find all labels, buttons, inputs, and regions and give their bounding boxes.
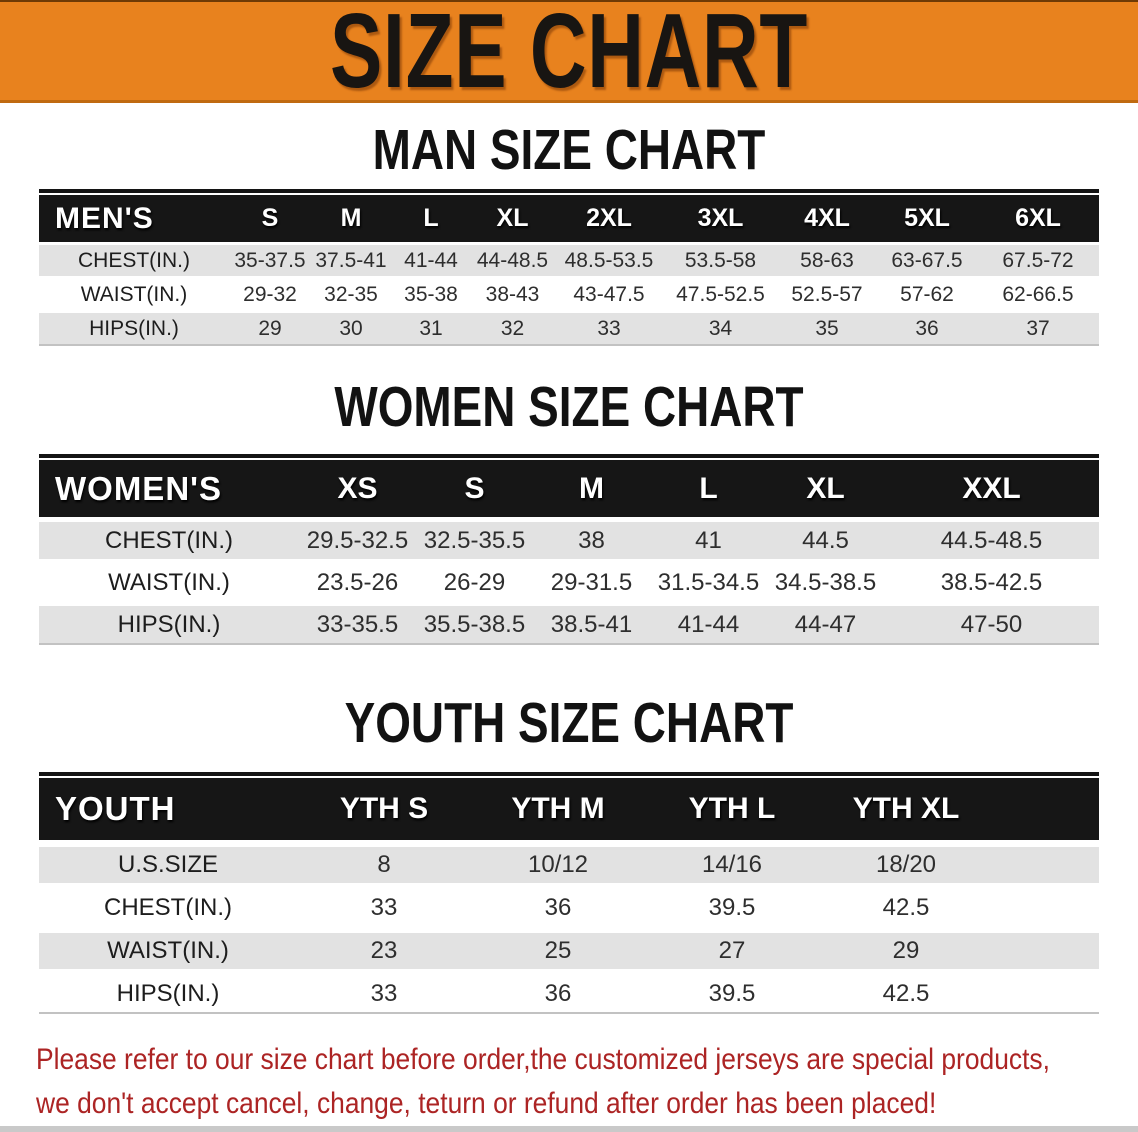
size-column-header: M bbox=[340, 204, 362, 232]
row-label: CHEST(IN.) bbox=[104, 894, 232, 921]
table-row bbox=[39, 279, 1099, 310]
cell-value: 26-29 bbox=[443, 568, 506, 596]
cell-value: 38-43 bbox=[485, 282, 540, 306]
cell-value: 34 bbox=[708, 316, 733, 340]
disclaimer-line-2: we don't accept cancel, change, teturn or refund after order has been placed! bbox=[36, 1087, 937, 1120]
table-header-bar bbox=[39, 778, 1099, 840]
cell-value: 41-44 bbox=[677, 610, 740, 638]
cell-value: 18/20 bbox=[875, 851, 937, 878]
cell-value: 29.5-32.5 bbox=[306, 526, 409, 554]
cell-value: 29-32 bbox=[243, 282, 297, 306]
cell-value: 39.5 bbox=[708, 894, 756, 921]
row-label: WAIST(IN.) bbox=[80, 282, 188, 306]
row-label: U.S.SIZE bbox=[117, 851, 219, 878]
women-section-heading bbox=[0, 375, 1138, 439]
cell-value: 27 bbox=[718, 937, 746, 964]
table-row bbox=[39, 847, 1099, 883]
cell-value: 33-35.5 bbox=[316, 610, 399, 638]
cell-value: 31.5-34.5 bbox=[657, 568, 760, 596]
cell-value: 63-67.5 bbox=[891, 248, 963, 272]
size-column-header: M bbox=[579, 471, 604, 505]
table-row bbox=[39, 313, 1099, 344]
size-column-header: YTH L bbox=[688, 792, 776, 825]
cell-value: 32.5-35.5 bbox=[423, 526, 526, 554]
row-label: HIPS(IN.) bbox=[117, 610, 221, 638]
banner-title: SIZE CHART bbox=[329, 0, 809, 110]
size-column-header: L bbox=[423, 204, 439, 232]
cell-value: 29-31.5 bbox=[550, 568, 633, 596]
cell-value: 31 bbox=[419, 316, 443, 340]
size-column-header: YTH S bbox=[339, 792, 429, 825]
cell-value: 58-63 bbox=[800, 248, 854, 272]
size-column-header: XL bbox=[806, 471, 845, 505]
cell-value: 30 bbox=[339, 316, 363, 340]
size-column-header: XXL bbox=[962, 471, 1021, 505]
table-corner-label: YOUTH bbox=[55, 790, 176, 827]
cell-value: 47.5-52.5 bbox=[676, 282, 765, 306]
size-column-header: S bbox=[261, 204, 279, 232]
table-corner-label: WOMEN'S bbox=[55, 469, 223, 507]
cell-value: 35-38 bbox=[404, 282, 458, 306]
cell-value: 32 bbox=[500, 316, 525, 340]
cell-value: 14/16 bbox=[701, 851, 763, 878]
cell-value: 35 bbox=[815, 316, 839, 340]
cell-value: 35.5-38.5 bbox=[423, 610, 526, 638]
cell-value: 39.5 bbox=[708, 980, 756, 1007]
man-section-heading bbox=[0, 118, 1138, 182]
size-column-header: 2XL bbox=[586, 204, 632, 232]
cell-value: 44-47 bbox=[794, 610, 857, 638]
cell-value: 42.5 bbox=[882, 894, 930, 921]
cell-value: 29 bbox=[258, 316, 282, 340]
table-row bbox=[39, 522, 1099, 559]
cell-value: 44.5-48.5 bbox=[940, 526, 1043, 554]
size-column-header: L bbox=[699, 471, 718, 505]
disclaimer-line-1: Please refer to our size chart before order,the customized jerseys are special products, bbox=[36, 1043, 1050, 1076]
cell-value: 23.5-26 bbox=[316, 568, 399, 596]
table-row bbox=[39, 564, 1099, 601]
row-label: WAIST(IN.) bbox=[108, 568, 230, 596]
cell-value: 8 bbox=[377, 851, 391, 878]
men-size-table bbox=[39, 189, 1099, 344]
size-column-header: XL bbox=[496, 204, 529, 232]
size-column-header: 6XL bbox=[1015, 204, 1061, 232]
bottom-edge-strip bbox=[0, 1126, 1138, 1132]
cell-value: 57-62 bbox=[900, 282, 954, 306]
size-column-header: 4XL bbox=[804, 204, 850, 232]
cell-value: 38 bbox=[578, 526, 605, 554]
cell-value: 42.5 bbox=[882, 980, 930, 1007]
table-header-bar bbox=[39, 195, 1099, 242]
size-column-header: YTH XL bbox=[852, 792, 960, 825]
cell-value: 36 bbox=[544, 894, 572, 921]
women-heading-text: WOMEN SIZE CHART bbox=[334, 375, 804, 439]
table-row bbox=[39, 890, 1099, 926]
man-heading-text: MAN SIZE CHART bbox=[372, 118, 766, 182]
cell-value: 25 bbox=[544, 937, 572, 964]
cell-value: 38.5-42.5 bbox=[940, 568, 1043, 596]
cell-value: 37 bbox=[1026, 316, 1050, 340]
cell-value: 36 bbox=[544, 980, 572, 1007]
size-column-header: YTH M bbox=[511, 792, 605, 825]
disclaimer bbox=[0, 1038, 1138, 1126]
size-column-header: XS bbox=[337, 471, 378, 505]
size-column-header: S bbox=[464, 471, 485, 505]
youth-heading-text: YOUTH SIZE CHART bbox=[344, 691, 794, 755]
cell-value: 37.5-41 bbox=[315, 248, 387, 272]
table-row bbox=[39, 933, 1099, 969]
size-chart-banner bbox=[0, 0, 1138, 110]
cell-value: 33 bbox=[370, 894, 398, 921]
cell-value: 67.5-72 bbox=[1002, 248, 1074, 272]
cell-value: 62-66.5 bbox=[1002, 282, 1074, 306]
cell-value: 43-47.5 bbox=[573, 282, 645, 306]
table-corner-label: MEN'S bbox=[55, 201, 154, 235]
table-row bbox=[39, 245, 1099, 276]
cell-value: 41-44 bbox=[404, 248, 458, 272]
table-header-bar bbox=[39, 460, 1099, 517]
row-label: CHEST(IN.) bbox=[105, 526, 233, 554]
cell-value: 53.5-58 bbox=[684, 248, 757, 272]
cell-value: 38.5-41 bbox=[550, 610, 633, 638]
row-label: HIPS(IN.) bbox=[89, 316, 179, 340]
youth-size-table bbox=[39, 772, 1099, 1012]
cell-value: 23 bbox=[370, 937, 398, 964]
cell-value: 36 bbox=[915, 316, 939, 340]
youth-section-heading bbox=[0, 691, 1138, 755]
cell-value: 29 bbox=[892, 937, 920, 964]
cell-value: 44-48.5 bbox=[476, 248, 549, 272]
women-size-table bbox=[39, 454, 1099, 643]
cell-value: 34.5-38.5 bbox=[774, 568, 877, 596]
cell-value: 32-35 bbox=[324, 282, 378, 306]
cell-value: 52.5-57 bbox=[791, 282, 863, 306]
size-column-header: 5XL bbox=[904, 204, 950, 232]
row-label: WAIST(IN.) bbox=[107, 937, 229, 964]
cell-value: 35-37.5 bbox=[234, 248, 306, 272]
cell-value: 48.5-53.5 bbox=[564, 248, 654, 272]
size-column-header: 3XL bbox=[697, 204, 744, 232]
row-label: CHEST(IN.) bbox=[78, 248, 190, 272]
table-row bbox=[39, 976, 1099, 1012]
cell-value: 47-50 bbox=[960, 610, 1023, 638]
cell-value: 33 bbox=[597, 316, 621, 340]
cell-value: 44.5 bbox=[802, 526, 849, 554]
cell-value: 10/12 bbox=[527, 851, 589, 878]
cell-value: 33 bbox=[370, 980, 398, 1007]
cell-value: 41 bbox=[695, 526, 722, 554]
row-label: HIPS(IN.) bbox=[116, 980, 220, 1007]
table-row bbox=[39, 606, 1099, 643]
